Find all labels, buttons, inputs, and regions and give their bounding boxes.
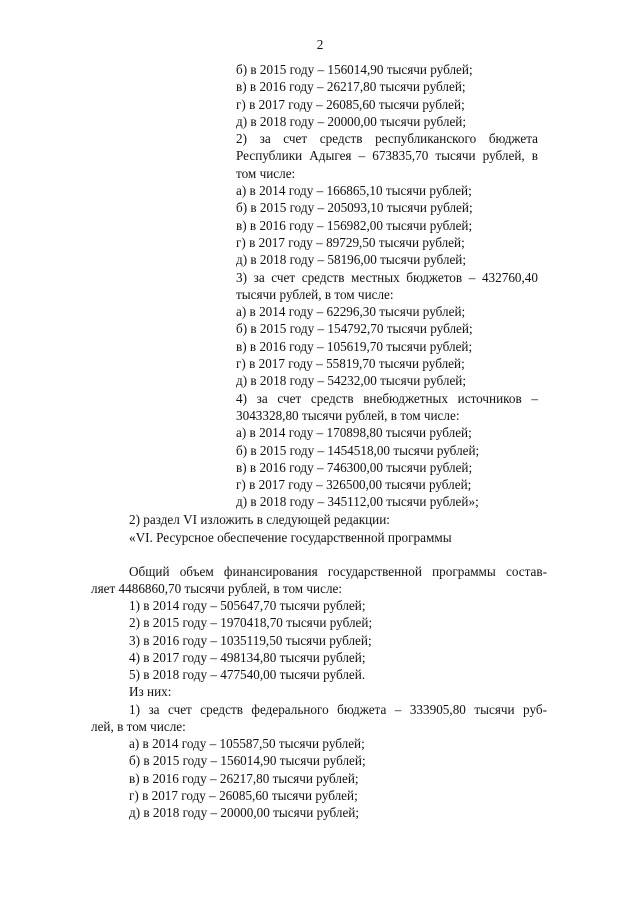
- list-item: 1) в 2014 году – 505647,70 тысячи рублей;: [129, 598, 366, 613]
- text-line: б) в 2015 году – 205093,10 тысячи рублей;: [236, 200, 473, 216]
- section-body: [129, 701, 547, 718]
- list-item: 3) в 2016 году – 1035119,50 тысячи рублей;: [129, 632, 372, 648]
- federal-by-year-list: [129, 735, 366, 821]
- amendment-item: 2) раздел VI изложить в следующей редакции:: [129, 512, 390, 527]
- text-line: Общий объем финансирования государственной программы состав-: [129, 564, 547, 579]
- list-item: 4) в 2017 году – 498134,80 тысячи рублей;: [129, 649, 366, 665]
- list-item: д) в 2018 году – 20000,00 тысячи рублей;: [129, 805, 360, 821]
- text-line: в) в 2016 году – 156982,00 тысячи рублей;: [236, 217, 473, 233]
- text-line: 3) за счет средств местных бюджетов – 432760,40: [236, 269, 538, 285]
- text-line: д) в 2018 году – 20000,00 тысячи рублей;: [236, 113, 467, 129]
- list-item: в) в 2016 году – 26217,80 тысячи рублей;: [129, 770, 359, 786]
- text-line: д) в 2018 году – 58196,00 тысячи рублей;: [236, 252, 467, 268]
- text-line: 2) за счет средств республиканского бюджета: [236, 131, 538, 147]
- text-line: том числе:: [236, 165, 296, 181]
- text-line: г) в 2017 году – 89729,50 тысячи рублей;: [236, 234, 465, 250]
- section-body: [129, 563, 547, 580]
- section-body: [91, 580, 342, 597]
- text-line: а) в 2014 году – 166865,10 тысячи рублей;: [236, 183, 472, 199]
- text-line: г) в 2017 году – 26085,60 тысячи рублей;: [236, 96, 465, 112]
- text-line: а) в 2014 году – 170898,80 тысячи рублей;: [236, 425, 472, 441]
- section-body: [91, 718, 186, 735]
- text-line: г) в 2017 году – 55819,70 тысячи рублей;: [236, 356, 465, 372]
- text-line: лей, в том числе:: [91, 719, 186, 734]
- text-line: 1) за счет средств федерального бюджета – 333905,80 тысячи руб-: [129, 702, 547, 717]
- page-number: 2: [316, 37, 324, 52]
- section-heading: «VI. Ресурсное обеспечение государственной программы: [129, 530, 452, 545]
- text-line: 4) за счет средств внебюджетных источников –: [236, 390, 538, 406]
- list-item: а) в 2014 году – 105587,50 тысячи рублей;: [129, 736, 365, 751]
- text-line: а) в 2014 году – 62296,30 тысячи рублей;: [236, 304, 466, 320]
- list-item: 5) в 2018 году – 477540,00 тысячи рублей.: [129, 667, 366, 683]
- text-line: в) в 2016 году – 746300,00 тысячи рублей;: [236, 459, 473, 475]
- text-line: 3043328,80 тысячи рублей, в том числе:: [236, 407, 460, 423]
- text-line: ляет 4486860,70 тысячи рублей, в том числе:: [91, 581, 343, 596]
- text-line: Республики Адыгея – 673835,70 тысячи рублей, в: [236, 148, 538, 164]
- text-line: б) в 2015 году – 154792,70 тысячи рублей;: [236, 321, 473, 337]
- text-line: б) в 2015 году – 1454518,00 тысячи рублей;: [236, 442, 480, 458]
- text-line: тысячи рублей, в том числе:: [236, 286, 394, 302]
- list-item: г) в 2017 году – 26085,60 тысячи рублей;: [129, 787, 358, 803]
- text-line: Из них:: [129, 684, 172, 700]
- list-item: б) в 2015 году – 156014,90 тысячи рублей;: [129, 753, 366, 769]
- text-line: д) в 2018 году – 345112,00 тысячи рублей»;: [236, 494, 479, 510]
- funding-sources-column: [236, 61, 538, 511]
- text-line: д) в 2018 году – 54232,00 тысячи рублей;: [236, 373, 467, 389]
- text-line: в) в 2016 году – 26217,80 тысячи рублей;: [236, 79, 466, 95]
- text-line: в) в 2016 году – 105619,70 тысячи рублей;: [236, 338, 473, 354]
- list-item: 2) в 2015 году – 1970418,70 тысячи рублей;: [129, 615, 373, 631]
- total-by-year-list: [129, 597, 372, 701]
- text-line: б) в 2015 году – 156014,90 тысячи рублей;: [236, 62, 473, 77]
- text-line: г) в 2017 году – 326500,00 тысячи рублей;: [236, 477, 472, 493]
